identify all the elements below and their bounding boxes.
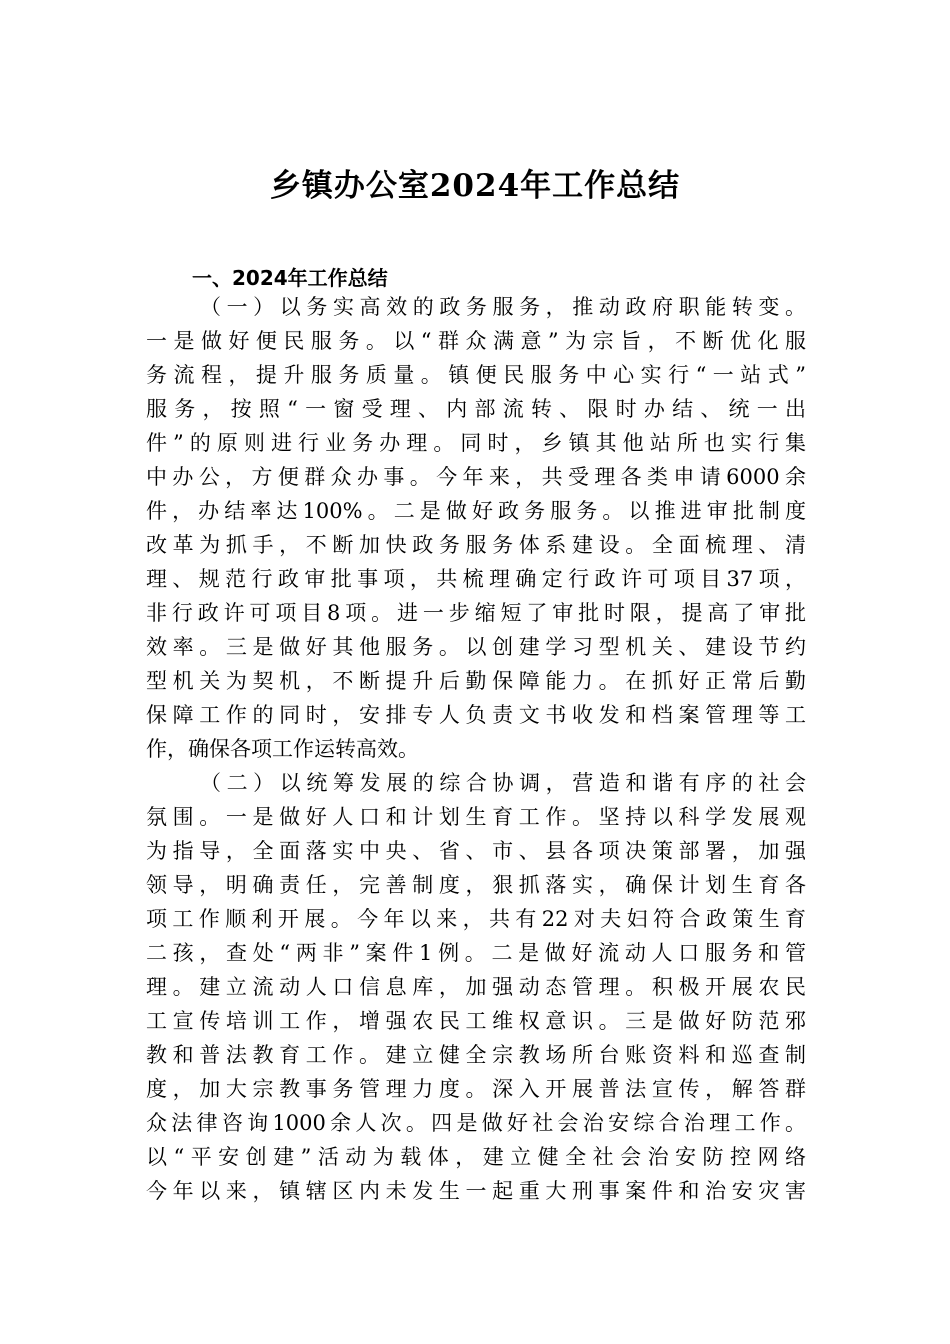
- text-line: 作，确保各项工作运转高效。: [146, 737, 419, 761]
- text-line: 型机关为契机，不断提升后勤保障能力。在抓好正常后勤: [146, 669, 806, 693]
- text-line: 领导，明确责任，完善制度，狠抓落实，确保计划生育各: [146, 873, 806, 897]
- text-line: 理、规范行政审批事项，共梳理确定行政许可项目37项，: [146, 567, 806, 591]
- body-text: [146, 290, 806, 1208]
- text-line: 众法律咨询1000余人次。四是做好社会治安综合治理工作。: [146, 1111, 806, 1135]
- text-line: （二）以统筹发展的综合协调，营造和谐有序的社会: [200, 771, 806, 795]
- text-line: 工宣传培训工作，增强农民工维权意识。三是做好防范邪: [146, 1009, 806, 1033]
- text-line: 效率。三是做好其他服务。以创建学习型机关、建设节约: [146, 635, 806, 659]
- text-line: 非行政许可项目8项。进一步缩短了审批时限，提高了审批: [146, 601, 806, 625]
- section-heading: 一、2024年工作总结: [192, 266, 388, 290]
- document-title: 乡镇办公室2024年工作总结: [269, 168, 681, 204]
- text-line: 项工作顺利开展。今年以来，共有22对夫妇符合政策生育: [146, 907, 806, 931]
- text-line: 中办公，方便群众办事。今年来，共受理各类申请6000余: [146, 465, 806, 489]
- text-line: 为指导，全面落实中央、省、市、县各项决策部署，加强: [146, 839, 806, 863]
- text-line: 教和普法教育工作。建立健全宗教场所台账资料和巡查制: [146, 1043, 806, 1067]
- text-line: 二孩，查处“两非”案件1例。二是做好流动人口服务和管: [146, 941, 806, 965]
- text-line: 今年以来，镇辖区内未发生一起重大刑事案件和治安灾害: [146, 1179, 806, 1203]
- text-line: 保障工作的同时，安排专人负责文书收发和档案管理等工: [146, 703, 806, 727]
- text-line: 件”的原则进行业务办理。同时，乡镇其他站所也实行集: [146, 431, 806, 455]
- text-line: 度，加大宗教事务管理力度。深入开展普法宣传，解答群: [146, 1077, 806, 1101]
- text-line: 件，办结率达100%。二是做好政务服务。以推进审批制度: [146, 499, 806, 523]
- text-line: 理。建立流动人口信息库，加强动态管理。积极开展农民: [146, 975, 806, 999]
- text-line: 一是做好便民服务。以“群众满意”为宗旨，不断优化服: [146, 329, 806, 353]
- text-line: 改革为抓手，不断加快政务服务体系建设。全面梳理、清: [146, 533, 806, 557]
- text-line: （一）以务实高效的政务服务，推动政府职能转变。: [200, 295, 806, 319]
- text-line: 氛围。一是做好人口和计划生育工作。坚持以科学发展观: [146, 805, 806, 829]
- text-line: 服务，按照“一窗受理、内部流转、限时办结、统一出: [146, 397, 806, 421]
- text-line: 以“平安创建”活动为载体，建立健全社会治安防控网络: [146, 1145, 806, 1169]
- text-line: 务流程，提升服务质量。镇便民服务中心实行“一站式”: [146, 363, 806, 387]
